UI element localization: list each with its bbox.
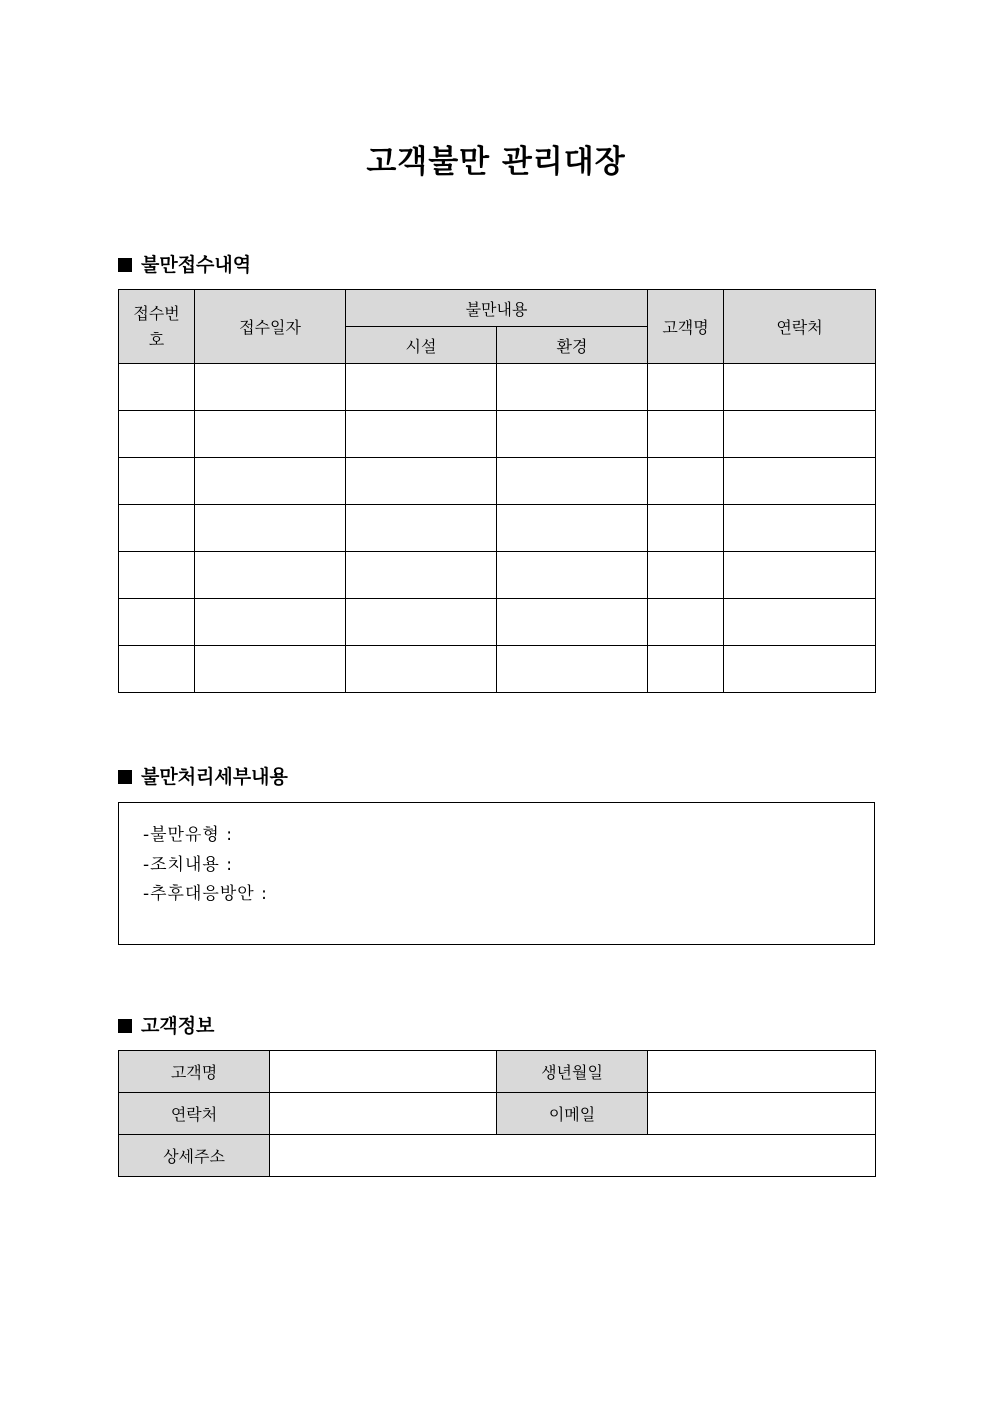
table-cell[interactable] [724,458,876,505]
table-cell[interactable] [195,411,346,458]
complaint-handling-box[interactable] [118,802,875,945]
table-cell[interactable] [346,646,497,693]
table-cell[interactable] [195,599,346,646]
table-cell[interactable] [195,364,346,411]
square-bullet-icon [118,258,132,272]
table-row [119,364,876,411]
action-taken-line: -조치내용 : [143,854,233,875]
section-heading-customer-info [118,1014,214,1038]
table-cell[interactable] [648,364,724,411]
table-row [119,411,876,458]
table-row [119,646,876,693]
follow-up-plan-line: -추후대응방안 : [143,884,268,904]
table-cell[interactable] [119,458,195,505]
label-customer-name: 고객명 [119,1051,270,1093]
table-cell[interactable] [497,646,648,693]
label-email: 이메일 [497,1093,648,1135]
table-cell[interactable] [346,552,497,599]
value-customer-name[interactable] [270,1051,497,1093]
section-heading-label: 불만접수내역 [141,254,252,276]
square-bullet-icon [118,1019,132,1033]
value-contact[interactable] [270,1093,497,1135]
table-cell[interactable] [724,411,876,458]
table-cell[interactable] [195,646,346,693]
header-complaint-content: 불만내용 [346,290,648,327]
table-cell[interactable] [346,458,497,505]
table-cell[interactable] [119,364,195,411]
table-cell[interactable] [119,646,195,693]
table-cell[interactable] [195,505,346,552]
section-heading-label: 고객정보 [141,1015,215,1037]
header-receipt-date: 접수일자 [195,290,346,364]
table-cell[interactable] [119,599,195,646]
section-heading-complaint-handling [118,765,288,789]
header-environment: 환경 [497,327,648,364]
label-birth-date: 생년월일 [497,1051,648,1093]
table-cell[interactable] [648,599,724,646]
table-cell[interactable] [724,505,876,552]
label-contact: 연락처 [119,1093,270,1135]
table-cell[interactable] [195,458,346,505]
header-receipt-no: 접수번호 [119,290,195,364]
header-contact: 연락처 [724,290,876,364]
table-row [119,1135,876,1177]
table-cell[interactable] [724,552,876,599]
table-cell[interactable] [497,505,648,552]
value-address[interactable] [270,1135,876,1177]
table-cell[interactable] [648,646,724,693]
section-heading-complaint-receipt [118,253,251,277]
table-cell[interactable] [497,552,648,599]
table-cell[interactable] [497,599,648,646]
table-cell[interactable] [724,599,876,646]
table-cell[interactable] [648,505,724,552]
table-row [119,505,876,552]
complaint-receipt-table [118,289,876,693]
table-cell[interactable] [724,646,876,693]
square-bullet-icon [118,770,132,784]
complaint-type-line: -불만유형 : [143,825,233,845]
table-cell[interactable] [648,552,724,599]
table-cell[interactable] [497,364,648,411]
table-row [119,552,876,599]
table-row [119,1093,876,1135]
table-cell[interactable] [119,505,195,552]
table-cell[interactable] [648,411,724,458]
header-facility: 시설 [346,327,497,364]
table-cell[interactable] [724,364,876,411]
table-cell[interactable] [497,458,648,505]
table-cell[interactable] [195,552,346,599]
value-birth-date[interactable] [648,1051,876,1093]
table-cell[interactable] [119,552,195,599]
table-row [119,1051,876,1093]
value-email[interactable] [648,1093,876,1135]
table-cell[interactable] [346,364,497,411]
table-row [119,458,876,505]
table-cell[interactable] [648,458,724,505]
label-address: 상세주소 [119,1135,270,1177]
table-cell[interactable] [346,411,497,458]
page-title: 고객불만 관리대장 [366,144,626,180]
section-heading-label: 불만처리세부내용 [141,766,288,788]
table-cell[interactable] [346,505,497,552]
table-cell[interactable] [119,411,195,458]
header-customer-name: 고객명 [648,290,724,364]
table-cell[interactable] [346,599,497,646]
customer-info-table [118,1050,876,1177]
table-row [119,599,876,646]
table-cell[interactable] [497,411,648,458]
